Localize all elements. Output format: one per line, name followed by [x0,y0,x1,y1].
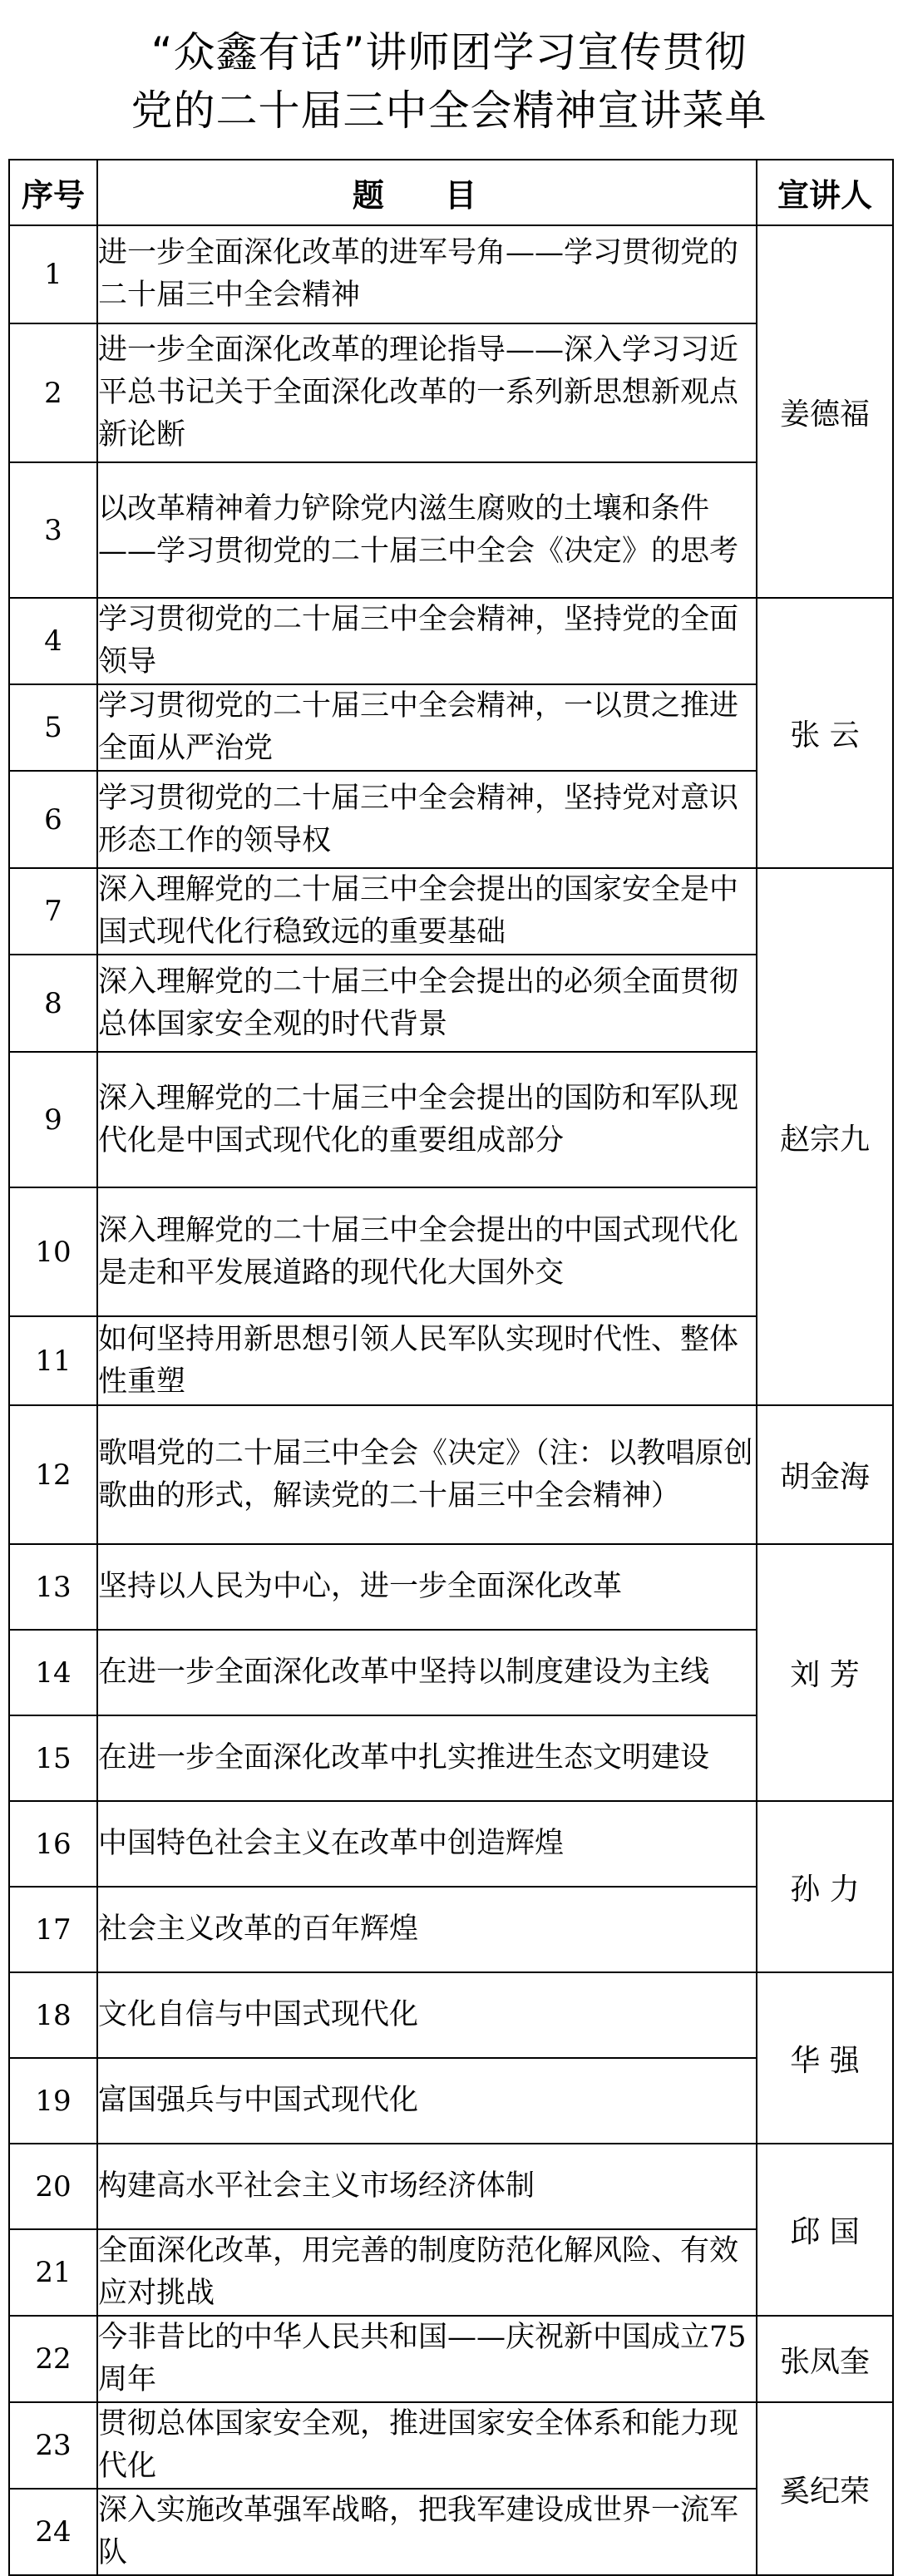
header-speaker: 宣讲人 [757,160,893,225]
row-topic: 在进一步全面深化改革中坚持以制度建设为主线 [97,1630,757,1715]
row-topic: 进一步全面深化改革的理论指导——深入学习习近平总书记关于全面深化改革的一系列新思想新观点新论断 [97,323,757,462]
table-row [9,1801,893,1887]
row-number: 6 [9,771,97,868]
row-topic: 如何坚持用新思想引领人民军队实现时代性、整体性重塑 [97,1316,757,1405]
document-title [0,23,898,140]
table-row [9,2316,893,2402]
title-line-2: 党的二十届三中全会精神宣讲菜单 [131,86,767,135]
row-number: 15 [9,1715,97,1801]
row-number: 16 [9,1801,97,1887]
row-topic: 学习贯彻党的二十届三中全会精神，坚持党的全面领导 [97,598,757,684]
row-number: 9 [9,1052,97,1187]
table-row [9,1972,893,2058]
row-number: 19 [9,2058,97,2144]
row-topic: 社会主义改革的百年辉煌 [97,1887,757,1972]
speaker-cell: 邱 国 [757,2144,893,2316]
row-number: 13 [9,1544,97,1630]
row-topic: 文化自信与中国式现代化 [97,1972,757,2058]
speaker-cell: 张凤奎 [757,2316,893,2402]
header-topic: 题 目 [97,160,757,225]
row-number: 11 [9,1316,97,1405]
speaker-cell: 孙 力 [757,1801,893,1972]
row-number: 14 [9,1630,97,1715]
row-number: 4 [9,598,97,684]
row-number: 5 [9,684,97,771]
table-row [9,225,893,323]
speaker-cell: 赵宗九 [757,868,893,1405]
row-topic: 构建高水平社会主义市场经济体制 [97,2144,757,2229]
row-topic: 全面深化改革，用完善的制度防范化解风险、有效应对挑战 [97,2229,757,2316]
row-topic: 中国特色社会主义在改革中创造辉煌 [97,1801,757,1887]
lecture-menu-table [8,159,894,2576]
row-number: 18 [9,1972,97,2058]
table-header-row [9,160,893,225]
row-number: 22 [9,2316,97,2402]
table-row [9,2402,893,2489]
row-topic: 深入理解党的二十届三中全会提出的必须全面贯彻总体国家安全观的时代背景 [97,955,757,1052]
row-number: 2 [9,323,97,462]
row-number: 8 [9,955,97,1052]
row-number: 10 [9,1187,97,1316]
table-row [9,868,893,955]
row-number: 23 [9,2402,97,2489]
speaker-cell: 刘 芳 [757,1544,893,1801]
row-topic: 深入理解党的二十届三中全会提出的中国式现代化是走和平发展道路的现代化大国外交 [97,1187,757,1316]
row-number: 3 [9,462,97,598]
row-number: 12 [9,1405,97,1544]
row-topic: 进一步全面深化改革的进军号角——学习贯彻党的二十届三中全会精神 [97,225,757,323]
row-topic: 深入理解党的二十届三中全会提出的国家安全是中国式现代化行稳致远的重要基础 [97,868,757,955]
speaker-cell: 华 强 [757,1972,893,2144]
table-row [9,1405,893,1544]
row-number: 7 [9,868,97,955]
speaker-cell: 奚纪荣 [757,2402,893,2575]
row-topic: 坚持以人民为中心，进一步全面深化改革 [97,1544,757,1630]
row-topic: 以改革精神着力铲除党内滋生腐败的土壤和条件——学习贯彻党的二十届三中全会《决定》的思考 [97,462,757,598]
row-topic: 富国强兵与中国式现代化 [97,2058,757,2144]
row-number: 1 [9,225,97,323]
row-topic: 贯彻总体国家安全观，推进国家安全体系和能力现代化 [97,2402,757,2489]
row-topic: 今非昔比的中华人民共和国——庆祝新中国成立75周年 [97,2316,757,2402]
table-row [9,1544,893,1630]
header-number: 序号 [9,160,97,225]
row-number: 21 [9,2229,97,2316]
row-number: 24 [9,2489,97,2575]
row-number: 20 [9,2144,97,2229]
table-row [9,2144,893,2229]
row-topic: 深入实施改革强军战略，把我军建设成世界一流军队 [97,2489,757,2575]
row-topic: 在进一步全面深化改革中扎实推进生态文明建设 [97,1715,757,1801]
row-topic: 学习贯彻党的二十届三中全会精神，一以贯之推进全面从严治党 [97,684,757,771]
title-line-1: “众鑫有话”讲师团学习宣传贯彻 [150,28,748,76]
speaker-cell: 张 云 [757,598,893,868]
speaker-cell: 胡金海 [757,1405,893,1544]
row-topic: 歌唱党的二十届三中全会《决定》（注：以教唱原创歌曲的形式，解读党的二十届三中全会精神） [97,1405,757,1544]
row-topic: 深入理解党的二十届三中全会提出的国防和军队现代化是中国式现代化的重要组成部分 [97,1052,757,1187]
row-number: 17 [9,1887,97,1972]
speaker-cell: 姜德福 [757,225,893,598]
table-row [9,598,893,684]
row-topic: 学习贯彻党的二十届三中全会精神，坚持党对意识形态工作的领导权 [97,771,757,868]
